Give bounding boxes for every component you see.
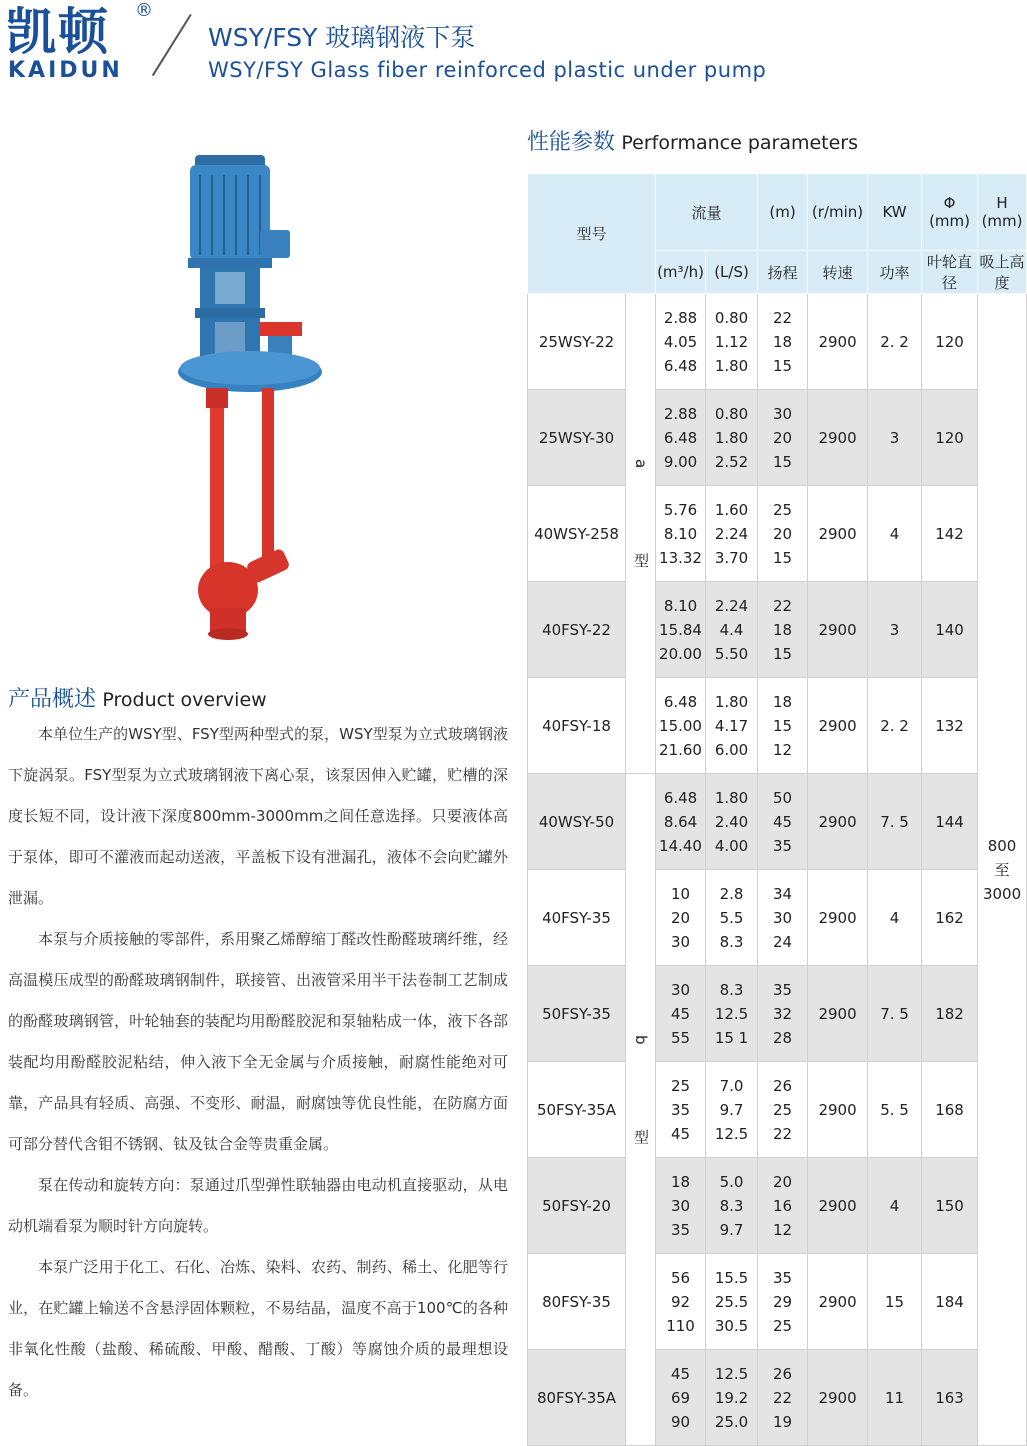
cell-head-value: 50 [772, 788, 793, 807]
cell-head [758, 486, 808, 582]
header-flow: 流量 [656, 174, 758, 251]
cell-power: 4 [868, 870, 922, 966]
cell-head [758, 1062, 808, 1158]
cell-speed: 2900 [808, 486, 868, 582]
cell-flow-m3h [656, 1254, 706, 1350]
header-speed-unit: (r/min) [808, 174, 868, 251]
cell-head-value: 25 [772, 1316, 793, 1335]
cell-impeller: 144 [922, 774, 978, 870]
brand-logo-cn: 凯顿 [6, 3, 110, 61]
cell-flow-m3h [656, 966, 706, 1062]
cell-impeller: 140 [922, 582, 978, 678]
cell-head-value: 15 [772, 356, 793, 375]
cell-head-value: 28 [772, 1028, 793, 1047]
cell-impeller: 182 [922, 966, 978, 1062]
cell-flow-m3h [656, 294, 706, 390]
overview-title-cn: 产品概述 [8, 687, 97, 712]
cell-flow-ls [706, 390, 758, 486]
cell-flow-ls [706, 294, 758, 390]
cell-flow-ls-value: 1.12 [714, 332, 749, 351]
table-row [528, 582, 1027, 678]
cell-series [626, 294, 656, 774]
cell-flow-ls [706, 774, 758, 870]
cell-head-value: 29 [772, 1292, 793, 1311]
cell-speed: 2900 [808, 774, 868, 870]
cell-flow-m3h [656, 870, 706, 966]
cell-flow-m3h-value: 15.00 [659, 716, 702, 735]
cell-flow-ls-value: 5.50 [714, 644, 749, 663]
performance-title-cn: 性能参数 [527, 130, 616, 155]
cell-head-value: 16 [772, 1196, 793, 1215]
cell-flow-ls-value: 12.5 [714, 1124, 749, 1143]
cell-head-value: 22 [772, 308, 793, 327]
cell-speed: 2900 [808, 1254, 868, 1350]
cell-power: 2. 2 [868, 678, 922, 774]
overview-paragraph: 本泵广泛用于化工、石化、冶炼、染料、农药、制药、稀土、化肥等行业，在贮罐上输送不含悬浮固体颗粒，不易结晶，温度不高于100℃的各种非氧化性酸（盐酸、稀硫酸、甲酸、醋酸、丁酸）等腐蚀介质的最理想设备。 [8, 1258, 508, 1399]
cell-flow-m3h-value: 21.60 [659, 740, 702, 759]
table-row [528, 486, 1027, 582]
cell-head [758, 582, 808, 678]
cell-flow-m3h [656, 1062, 706, 1158]
cell-head-value: 15 [772, 716, 793, 735]
cell-flow-ls-value: 8.3 [719, 980, 744, 999]
cell-power: 15 [868, 1254, 922, 1350]
header-speed: 转速 [808, 251, 868, 294]
cell-suction-height: 800 至 3000 [978, 294, 1027, 1446]
cell-power: 7. 5 [868, 774, 922, 870]
cell-flow-m3h-value: 20 [670, 908, 691, 927]
performance-section-title [527, 125, 858, 156]
cell-head-value: 18 [772, 332, 793, 351]
cell-flow-ls [706, 486, 758, 582]
cell-head-value: 20 [772, 428, 793, 447]
cell-flow-m3h-value: 6.48 [663, 356, 698, 375]
cell-flow-m3h [656, 582, 706, 678]
cell-series [626, 774, 656, 1446]
cell-head-value: 35 [772, 980, 793, 999]
cell-head-value: 26 [772, 1076, 793, 1095]
cell-model: 40FSY-18 [528, 678, 626, 774]
cell-flow-m3h-value: 6.48 [663, 428, 698, 447]
cell-flow-m3h-value: 35 [670, 1100, 691, 1119]
cell-flow-m3h-value: 4.05 [663, 332, 698, 351]
cell-head-value: 30 [772, 908, 793, 927]
cell-flow-ls-value: 2.8 [719, 884, 744, 903]
cell-flow-m3h-value: 6.48 [663, 788, 698, 807]
cell-flow-m3h-value: 25 [670, 1076, 691, 1095]
cell-speed: 2900 [808, 1158, 868, 1254]
overview-title-en: Product overview [102, 689, 267, 711]
cell-head [758, 870, 808, 966]
cell-head [758, 1350, 808, 1446]
cell-head-value: 26 [772, 1364, 793, 1383]
cell-power: 4 [868, 1158, 922, 1254]
cell-head-value: 32 [772, 1004, 793, 1023]
cell-flow-m3h-value: 13.32 [659, 548, 702, 567]
cell-speed: 2900 [808, 1062, 868, 1158]
cell-speed: 2900 [808, 678, 868, 774]
cell-flow-m3h-value: 8.64 [663, 812, 698, 831]
header-impeller-unit: Φ (mm) [922, 174, 978, 251]
cell-speed: 2900 [808, 870, 868, 966]
table-row [528, 1158, 1027, 1254]
cell-flow-ls-value: 25.0 [714, 1412, 749, 1431]
cell-flow-ls-value: 4.4 [719, 620, 744, 639]
cell-flow-ls-value: 5.5 [719, 908, 744, 927]
cell-flow-m3h-value: 15.84 [659, 620, 702, 639]
header-head: 扬程 [758, 251, 808, 294]
table-row [528, 1350, 1027, 1446]
cell-head [758, 294, 808, 390]
cell-flow-m3h-value: 30 [670, 1196, 691, 1215]
cell-impeller: 168 [922, 1062, 978, 1158]
cell-speed: 2900 [808, 294, 868, 390]
cell-flow-m3h-value: 2.88 [663, 308, 698, 327]
table-row [528, 774, 1027, 870]
table-row [528, 294, 1027, 390]
cell-flow-m3h-value: 18 [670, 1172, 691, 1191]
cell-power: 7. 5 [868, 966, 922, 1062]
cell-model: 40FSY-35 [528, 870, 626, 966]
cell-flow-m3h [656, 486, 706, 582]
cell-flow-ls [706, 678, 758, 774]
brand-logo-en: KAIDUN [8, 58, 123, 83]
cell-flow-ls [706, 1158, 758, 1254]
cell-head-value: 18 [772, 692, 793, 711]
cell-flow-ls-value: 12.5 [714, 1364, 749, 1383]
table-row [528, 390, 1027, 486]
cell-model: 25WSY-22 [528, 294, 626, 390]
cell-model: 40WSY-258 [528, 486, 626, 582]
cell-flow-ls-value: 4.17 [714, 716, 749, 735]
header-suction: 吸上高度 [978, 251, 1027, 294]
cell-power: 3 [868, 582, 922, 678]
cell-flow-m3h [656, 678, 706, 774]
cell-flow-m3h-value: 45 [670, 1124, 691, 1143]
registered-mark: ® [135, 0, 153, 21]
cell-head [758, 1158, 808, 1254]
cell-head [758, 678, 808, 774]
cell-flow-m3h-value: 56 [670, 1268, 691, 1287]
cell-flow-m3h-value: 110 [666, 1316, 695, 1335]
cell-model: 25WSY-30 [528, 390, 626, 486]
cell-head [758, 1254, 808, 1350]
cell-model: 40FSY-22 [528, 582, 626, 678]
cell-flow-m3h-value: 55 [670, 1028, 691, 1047]
cell-flow-m3h-value: 35 [670, 1220, 691, 1239]
cell-head-value: 20 [772, 524, 793, 543]
cell-flow-ls [706, 966, 758, 1062]
cell-flow-ls [706, 870, 758, 966]
cell-head-value: 15 [772, 644, 793, 663]
cell-flow-m3h-value: 14.40 [659, 836, 702, 855]
cell-impeller: 120 [922, 294, 978, 390]
cell-impeller: 120 [922, 390, 978, 486]
cell-flow-ls-value: 1.60 [714, 500, 749, 519]
cell-power: 2. 2 [868, 294, 922, 390]
cell-impeller: 184 [922, 1254, 978, 1350]
cell-flow-m3h-value: 6.48 [663, 692, 698, 711]
cell-flow-ls-value: 1.80 [714, 692, 749, 711]
cell-model: 50FSY-35 [528, 966, 626, 1062]
table-row [528, 966, 1027, 1062]
cell-speed: 2900 [808, 390, 868, 486]
header-impeller: 叶轮直径 [922, 251, 978, 294]
table-row [528, 678, 1027, 774]
cell-head-value: 22 [772, 1388, 793, 1407]
cell-head-value: 15 [772, 452, 793, 471]
cell-flow-m3h [656, 774, 706, 870]
cell-flow-ls [706, 1062, 758, 1158]
cell-head-value: 35 [772, 1268, 793, 1287]
cell-flow-ls-value: 25.5 [714, 1292, 749, 1311]
cell-head-value: 12 [772, 740, 793, 759]
cell-flow-m3h-value: 45 [670, 1004, 691, 1023]
cell-speed: 2900 [808, 966, 868, 1062]
cell-flow-m3h-value: 20.00 [659, 644, 702, 663]
cell-head [758, 966, 808, 1062]
cell-power: 11 [868, 1350, 922, 1446]
header-power: 功率 [868, 251, 922, 294]
cell-model: 50FSY-20 [528, 1158, 626, 1254]
cell-flow-m3h-value: 10 [670, 884, 691, 903]
cell-model: 40WSY-50 [528, 774, 626, 870]
pump-illustration [160, 150, 340, 640]
overview-section-title [8, 682, 267, 713]
cell-head-value: 19 [772, 1412, 793, 1431]
cell-power: 3 [868, 390, 922, 486]
header-flow-ls: (L/S) [706, 251, 758, 294]
cell-flow-ls-value: 9.7 [719, 1220, 744, 1239]
cell-flow-ls-value: 2.24 [714, 524, 749, 543]
cell-flow-ls-value: 6.00 [714, 740, 749, 759]
cell-head-value: 24 [772, 932, 793, 951]
cell-flow-ls-value: 7.0 [719, 1076, 744, 1095]
cell-impeller: 150 [922, 1158, 978, 1254]
cell-flow-ls-value: 12.5 [714, 1004, 749, 1023]
header-model: 型号 [528, 174, 656, 294]
cell-flow-m3h-value: 45 [670, 1364, 691, 1383]
cell-flow-m3h-value: 90 [670, 1412, 691, 1431]
cell-flow-m3h [656, 1350, 706, 1446]
cell-flow-ls-value: 15.5 [714, 1268, 749, 1287]
cell-head-value: 34 [772, 884, 793, 903]
overview-paragraph: 本泵与介质接触的零部件，系用聚乙烯醇缩丁醛改性酚醛玻璃纤维，经高温模压成型的酚醛玻璃钢制件，联接管、出液管采用半干法卷制工艺制成的酚醛玻璃钢管，叶轮轴套的装配均用酚醛胶泥和泵轴粘成一体，液下各部装配均用酚醛胶泥粘结，伸入液下全无金属与介质接触，耐腐性能绝对可靠，产品具有轻质、高强、不变形、耐温，耐腐蚀等优良性能，在防腐方面可部分替代含钼不锈钢、钛及钛合金等贵重金属。 [8, 930, 508, 1153]
cell-flow-ls-value: 9.7 [719, 1100, 744, 1119]
cell-speed: 2900 [808, 582, 868, 678]
overview-paragraph: 泵在传动和旋转方向：泵通过爪型弹性联轴器由电动机直接驱动，从电动机端看泵为顺时针方向旋转。 [8, 1176, 508, 1235]
header-divider [152, 14, 192, 76]
table-row [528, 870, 1027, 966]
cell-flow-m3h-value: 9.00 [663, 452, 698, 471]
cell-flow-ls-value: 0.80 [714, 404, 749, 423]
cell-head-value: 30 [772, 404, 793, 423]
cell-flow-m3h [656, 390, 706, 486]
cell-impeller: 132 [922, 678, 978, 774]
header-suction-unit: H (mm) [978, 174, 1027, 251]
header-flow-m3h: (m³/h) [656, 251, 706, 294]
cell-head-value: 22 [772, 596, 793, 615]
cell-flow-m3h-value: 30 [670, 932, 691, 951]
cell-flow-ls-value: 4.00 [714, 836, 749, 855]
cell-flow-ls-value: 2.24 [714, 596, 749, 615]
table-row [528, 1062, 1027, 1158]
cell-head-value: 35 [772, 836, 793, 855]
cell-impeller: 162 [922, 870, 978, 966]
cell-flow-m3h-value: 5.76 [663, 500, 698, 519]
cell-flow-ls-value: 1.80 [714, 356, 749, 375]
cell-head-value: 18 [772, 620, 793, 639]
cell-head-value: 45 [772, 812, 793, 831]
cell-flow-ls-value: 15 1 [714, 1028, 749, 1047]
cell-flow-ls-value: 19.2 [714, 1388, 749, 1407]
cell-power: 4 [868, 486, 922, 582]
cell-flow-m3h [656, 1158, 706, 1254]
cell-flow-m3h-value: 92 [670, 1292, 691, 1311]
cell-flow-ls-value: 5.0 [719, 1172, 744, 1191]
cell-flow-ls-value: 3.70 [714, 548, 749, 567]
cell-model: 80FSY-35A [528, 1350, 626, 1446]
cell-flow-ls [706, 582, 758, 678]
cell-flow-ls [706, 1254, 758, 1350]
cell-flow-ls-value: 8.3 [719, 1196, 744, 1215]
cell-head-value: 20 [772, 1172, 793, 1191]
page-header [0, 0, 1027, 100]
overview-paragraph: 本单位生产的WSY型、FSY型两种型式的泵，WSY型泵为立式玻璃钢液下旋涡泵。FSY型泵为立式玻璃钢液下离心泵，该泵因伸入贮罐，贮槽的深度长短不同，设计液下深度800mm-3000mm之间任意选择。只要液体高于泵体，即可不灌液而起动送液，平盖板下设有泄漏孔，液体不会向贮罐外泄漏。 [8, 725, 508, 907]
page-title-en: WSY/FSY Glass fiber reinforced plastic under pump [208, 58, 767, 82]
header-power-unit: KW [868, 174, 922, 251]
performance-title-en: Performance parameters [621, 132, 859, 154]
cell-head [758, 774, 808, 870]
cell-flow-ls-value: 2.40 [714, 812, 749, 831]
series-label: b 型 [632, 1034, 650, 1185]
cell-model: 80FSY-35 [528, 1254, 626, 1350]
series-label: a 型 [632, 459, 650, 608]
cell-head [758, 390, 808, 486]
cell-flow-ls-value: 1.80 [714, 428, 749, 447]
cell-head-value: 12 [772, 1220, 793, 1239]
performance-table [527, 173, 1027, 1446]
cell-flow-ls-value: 2.52 [714, 452, 749, 471]
cell-flow-ls [706, 1350, 758, 1446]
cell-model: 50FSY-35A [528, 1062, 626, 1158]
page-title-cn: WSY/FSY 玻璃钢液下泵 [208, 23, 476, 52]
cell-power: 5. 5 [868, 1062, 922, 1158]
table-row [528, 1254, 1027, 1350]
header-head-unit: (m) [758, 174, 808, 251]
cell-impeller: 163 [922, 1350, 978, 1446]
cell-flow-m3h-value: 2.88 [663, 404, 698, 423]
cell-flow-ls-value: 8.3 [719, 932, 744, 951]
cell-flow-m3h-value: 8.10 [663, 524, 698, 543]
cell-flow-m3h-value: 69 [670, 1388, 691, 1407]
cell-flow-m3h-value: 30 [670, 980, 691, 999]
performance-table-body [528, 294, 1027, 1446]
cell-flow-ls-value: 0.80 [714, 308, 749, 327]
cell-speed: 2900 [808, 1350, 868, 1446]
cell-impeller: 142 [922, 486, 978, 582]
cell-flow-ls-value: 1.80 [714, 788, 749, 807]
cell-head-value: 25 [772, 1100, 793, 1119]
cell-head-value: 25 [772, 500, 793, 519]
overview-text [8, 714, 508, 1411]
cell-head-value: 22 [772, 1124, 793, 1143]
cell-flow-m3h-value: 8.10 [663, 596, 698, 615]
cell-head-value: 15 [772, 548, 793, 567]
cell-flow-ls-value: 30.5 [714, 1316, 749, 1335]
